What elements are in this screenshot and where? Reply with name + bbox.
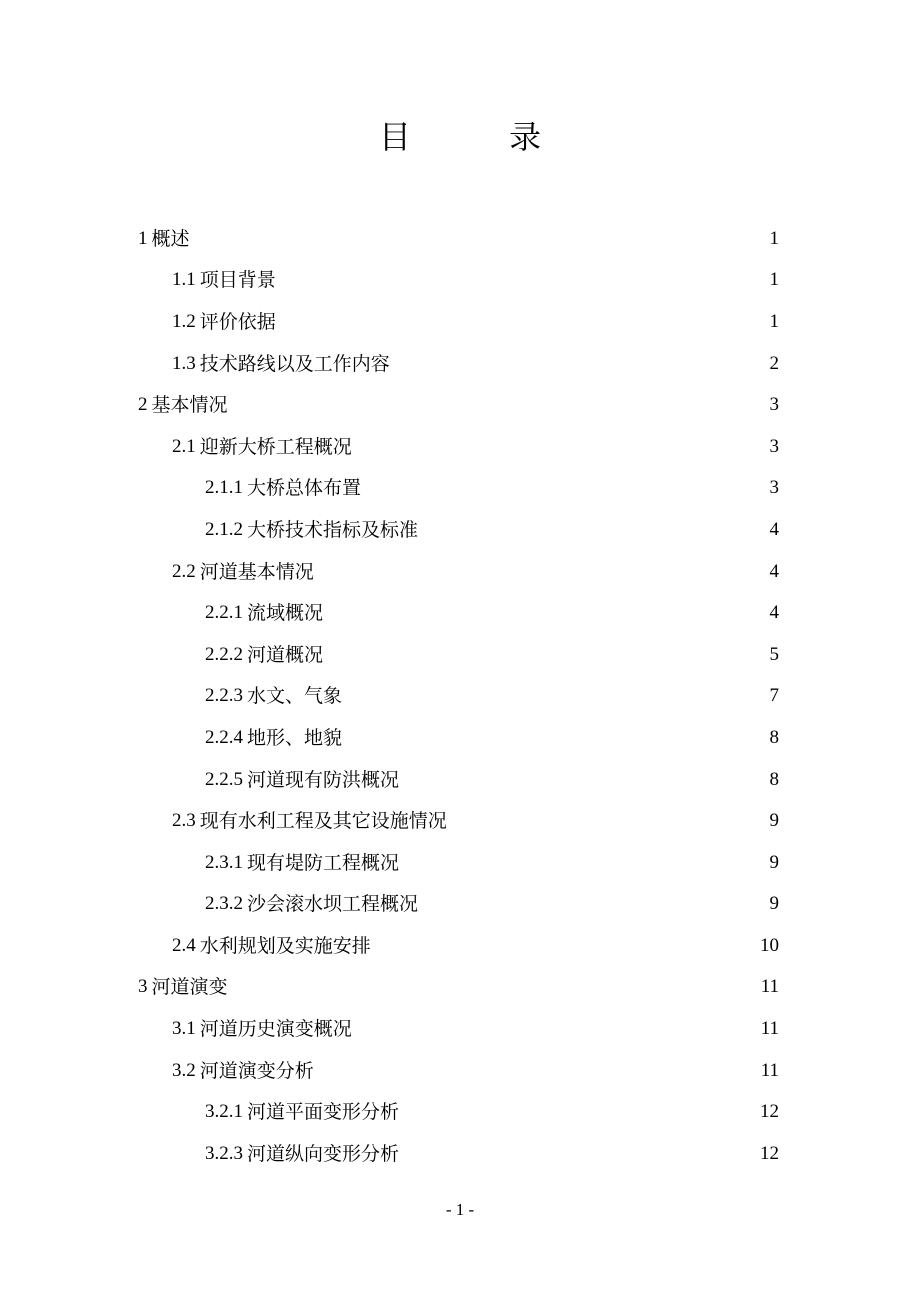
toc-entry-number: 2.3.2 <box>205 893 243 915</box>
toc-entry-page: 2 <box>769 352 779 374</box>
toc-entry-number: 2.1.1 <box>205 477 243 499</box>
toc-dot-leader <box>450 809 767 833</box>
toc-entry-title: 迎新大桥工程概况 <box>199 435 352 458</box>
toc-entry-number: 2.2.4 <box>205 726 243 748</box>
toc-entry-page: 4 <box>769 560 779 582</box>
toc-entry[interactable] <box>0 551 920 593</box>
toc-dot-leader <box>402 1100 757 1124</box>
toc-entry-number: 3.2.3 <box>205 1142 243 1164</box>
toc-entry-number: 2 <box>138 394 148 416</box>
toc-entry-number: 3.1 <box>172 1018 196 1040</box>
toc-entry[interactable] <box>0 1133 920 1175</box>
toc-dot-leader <box>374 934 757 958</box>
toc-entry-number: 2.2.3 <box>205 685 243 707</box>
toc-dot-leader <box>317 1059 758 1083</box>
toc-entry-page: 8 <box>769 726 779 748</box>
toc-entry[interactable] <box>0 301 920 343</box>
toc-dot-leader <box>231 393 767 417</box>
toc-entry[interactable] <box>0 592 920 634</box>
toc-entry-page: 3 <box>769 394 779 416</box>
toc-dot-leader <box>421 892 766 916</box>
toc-dot-leader <box>355 1017 758 1041</box>
toc-entry-page: 1 <box>769 269 779 291</box>
toc-entry-number: 3.2.1 <box>205 1101 243 1123</box>
toc-entry-title: 现有堤防工程概况 <box>247 851 400 874</box>
toc-entry-title: 河道基本情况 <box>199 560 314 583</box>
toc-entry-title: 河道平面变形分析 <box>247 1101 400 1124</box>
toc-entry-page: 9 <box>769 893 779 915</box>
toc-entry-title: 现有水利工程及其它设施情况 <box>199 810 447 833</box>
toc-entry-page: 10 <box>760 934 779 956</box>
toc-entry-title: 地形、地貌 <box>247 726 343 749</box>
toc-entry-title: 河道纵向变形分析 <box>247 1142 400 1165</box>
toc-entry-number: 2.3.1 <box>205 851 243 873</box>
toc-entry-number: 3 <box>138 976 148 998</box>
toc-entry-number: 1.2 <box>172 310 196 332</box>
toc-entry-number: 2.3 <box>172 810 196 832</box>
toc-entry-title: 大桥技术指标及标准 <box>247 518 419 541</box>
toc-entry-page: 11 <box>760 1018 779 1040</box>
toc-entry-title: 河道现有防洪概况 <box>247 768 400 791</box>
toc-entry-page: 12 <box>760 1142 779 1164</box>
toc-entry-page: 9 <box>769 851 779 873</box>
toc-entry[interactable] <box>0 967 920 1009</box>
toc-dot-leader <box>345 726 766 750</box>
page-title: 目 录 <box>378 118 586 156</box>
toc-dot-leader <box>326 601 766 625</box>
toc-dot-leader <box>402 768 766 792</box>
toc-entry[interactable] <box>0 260 920 302</box>
toc-dot-leader <box>231 975 758 999</box>
table-of-contents <box>0 218 920 1175</box>
toc-entry-number: 3.2 <box>172 1059 196 1081</box>
toc-dot-leader <box>421 518 766 542</box>
toc-entry-page: 5 <box>769 643 779 665</box>
toc-entry-number: 2.4 <box>172 934 196 956</box>
toc-entry-number: 1.3 <box>172 352 196 374</box>
toc-entry[interactable] <box>0 468 920 510</box>
toc-entry[interactable] <box>0 1050 920 1092</box>
toc-entry[interactable] <box>0 1091 920 1133</box>
page-number-footer: - 1 - <box>445 1200 475 1219</box>
toc-entry[interactable] <box>0 509 920 551</box>
toc-dot-leader <box>326 643 766 667</box>
toc-entry-title: 河道概况 <box>247 643 324 666</box>
toc-entry-page: 8 <box>769 768 779 790</box>
toc-entry[interactable] <box>0 426 920 468</box>
toc-entry[interactable] <box>0 676 920 718</box>
toc-entry-title: 项目背景 <box>199 269 276 292</box>
toc-dot-leader <box>393 352 767 376</box>
toc-entry-page: 1 <box>769 310 779 332</box>
toc-entry-number: 2.2.1 <box>205 602 243 624</box>
toc-entry[interactable] <box>0 800 920 842</box>
toc-entry-number: 1 <box>138 227 148 249</box>
toc-entry[interactable] <box>0 884 920 926</box>
toc-entry-title: 河道演变分析 <box>199 1059 314 1082</box>
toc-dot-leader <box>355 435 767 459</box>
toc-entry-page: 7 <box>769 685 779 707</box>
toc-entry-page: 11 <box>760 976 779 998</box>
toc-entry-page: 12 <box>760 1101 779 1123</box>
toc-entry-title: 沙会滚水坝工程概况 <box>247 893 419 916</box>
toc-entry[interactable] <box>0 634 920 676</box>
toc-entry-number: 2.1.2 <box>205 518 243 540</box>
toc-entry-page: 9 <box>769 810 779 832</box>
toc-entry-title: 河道演变 <box>151 976 228 999</box>
toc-entry[interactable] <box>0 1008 920 1050</box>
toc-entry-title: 水文、气象 <box>247 685 343 708</box>
toc-entry-number: 2.1 <box>172 435 196 457</box>
toc-entry-title: 流域概况 <box>247 602 324 625</box>
toc-entry-number: 2.2.5 <box>205 768 243 790</box>
toc-entry[interactable] <box>0 842 920 884</box>
toc-entry-title: 河道历史演变概况 <box>199 1018 352 1041</box>
toc-entry-page: 1 <box>769 227 779 249</box>
toc-entry-number: 1.1 <box>172 269 196 291</box>
toc-dot-leader <box>279 310 767 334</box>
toc-entry-page: 4 <box>769 602 779 624</box>
toc-dot-leader <box>402 851 766 875</box>
toc-dot-leader <box>345 684 766 708</box>
toc-entry-title: 大桥总体布置 <box>247 477 362 500</box>
toc-entry-title: 技术路线以及工作内容 <box>199 352 390 375</box>
toc-entry-title: 水利规划及实施安排 <box>199 934 371 957</box>
toc-entry-number: 2.2 <box>172 560 196 582</box>
toc-entry-number: 2.2.2 <box>205 643 243 665</box>
toc-entry[interactable] <box>0 925 920 967</box>
toc-entry[interactable] <box>0 717 920 759</box>
toc-dot-leader <box>279 268 767 292</box>
toc-entry-page: 11 <box>760 1059 779 1081</box>
toc-entry-page: 3 <box>769 435 779 457</box>
toc-entry-page: 4 <box>769 518 779 540</box>
toc-entry[interactable] <box>0 343 920 385</box>
toc-entry[interactable] <box>0 759 920 801</box>
toc-entry-title: 概述 <box>151 227 190 250</box>
toc-dot-leader <box>193 227 767 251</box>
toc-dot-leader <box>364 476 766 500</box>
toc-dot-leader <box>317 560 767 584</box>
toc-entry-title: 评价依据 <box>199 310 276 333</box>
toc-dot-leader <box>402 1142 757 1166</box>
toc-entry[interactable] <box>0 218 920 260</box>
toc-entry-page: 3 <box>769 477 779 499</box>
toc-entry[interactable] <box>0 384 920 426</box>
toc-entry-title: 基本情况 <box>151 394 228 417</box>
